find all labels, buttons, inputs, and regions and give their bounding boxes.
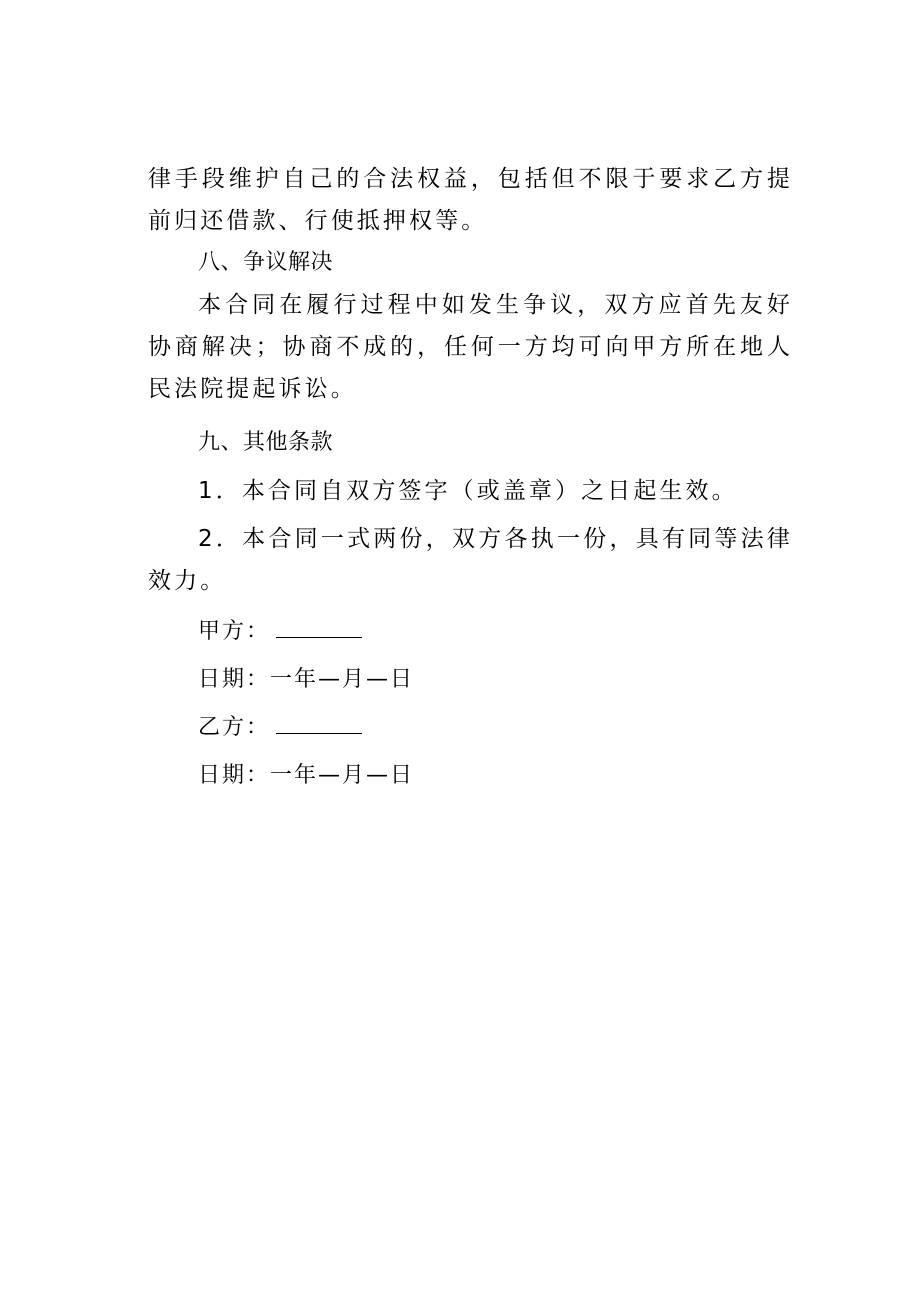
party-a-blank-line	[276, 615, 362, 638]
section-8-heading: 八、争议解决	[198, 250, 334, 275]
section-9-item-2: 2．本合同一式两份，双方各执一份，具有同等法律效力。	[148, 526, 793, 594]
party-a-date: 日期：一年—月—日	[198, 667, 415, 692]
party-b-date: 日期：一年—月—日	[198, 763, 415, 788]
section-9-heading: 九、其他条款	[198, 430, 334, 455]
document-page	[148, 158, 793, 800]
section-9-item-1: 1．本合同自双方签字（或盖章）之日起生效。	[198, 478, 738, 504]
spacer	[148, 410, 793, 422]
party-a-label: 甲方：	[198, 619, 271, 644]
section-8-body: 本合同在履行过程中如发生争议，双方应首先友好协商解决；协商不成的，任何一方均可向甲方所在地人民法院提起诉讼。	[148, 292, 793, 402]
party-b-signature	[148, 704, 793, 752]
party-b-blank-line	[276, 711, 362, 734]
party-b-label: 乙方：	[198, 715, 271, 740]
party-a-signature	[148, 608, 793, 656]
continuation-paragraph: 律手段维护自己的合法权益，包括但不限于要求乙方提前归还借款、行使抵押权等。	[148, 166, 793, 234]
